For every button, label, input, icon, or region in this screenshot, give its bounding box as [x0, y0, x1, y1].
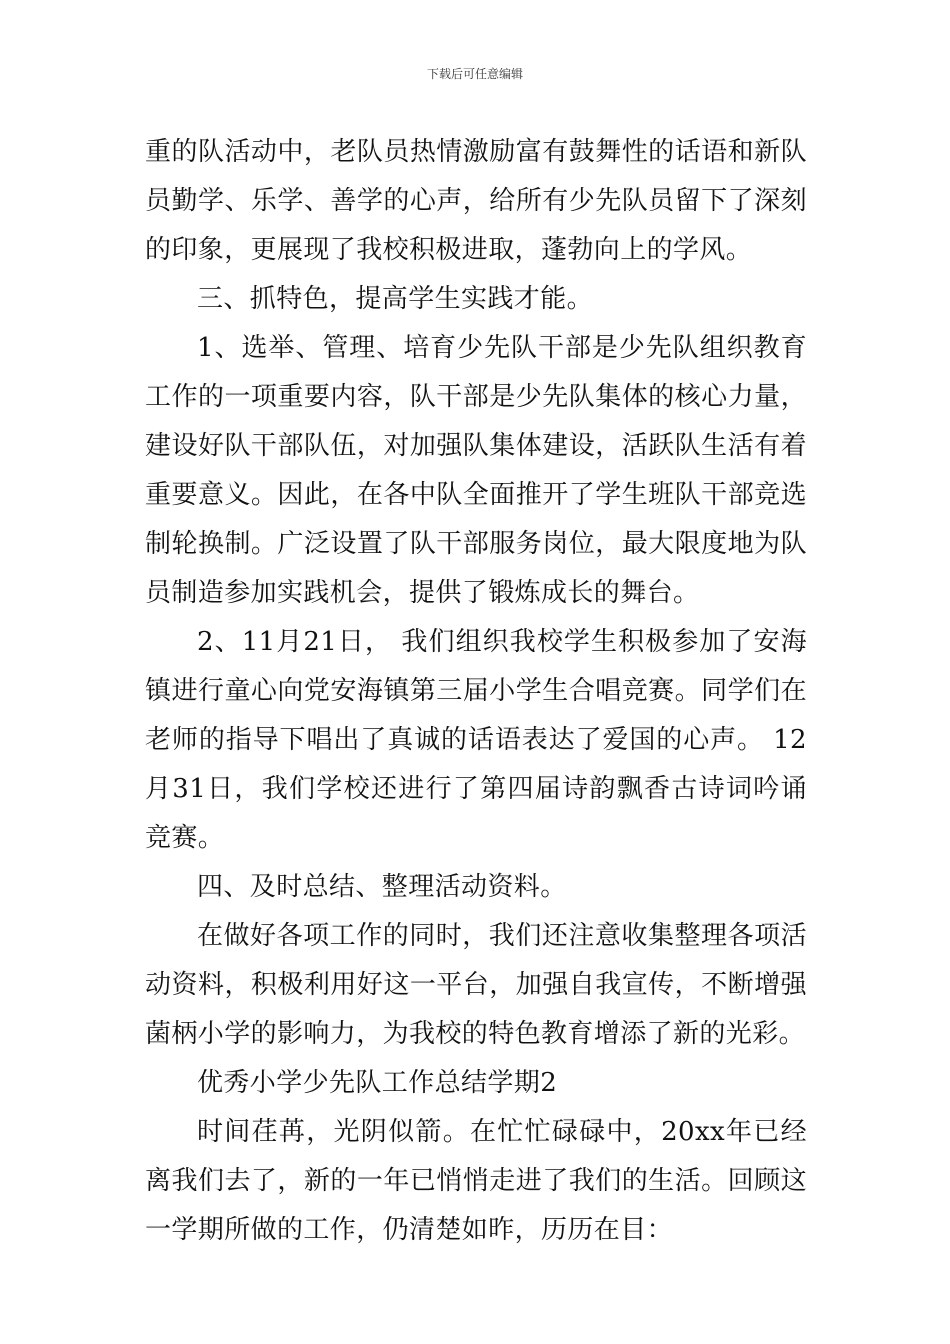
paragraph-item-2: 2、11月21日， 我们组织我校学生积极参加了安海镇进行童心向党安海镇第三届小学生合唱竞赛。同学们在老师的指导下唱出了真诚的话语表达了爱国的心声。 12月31日，我们学校还进行了第四届诗韵飘香古诗词吟诵竞赛。 [145, 627, 807, 853]
page-header-note: 下载后可任意编辑 [426, 67, 523, 81]
document-title-2: 优秀小学少先队工作总结学期2 [197, 1068, 558, 1098]
section-heading-three: 三、抓特色，提高学生实践才能。 [197, 284, 594, 314]
paragraph-item-1: 1、选举、管理、培育少先队干部是少先队组织教育工作的一项重要内容，队干部是少先队集体的核心力量，建设好队干部队伍，对加强队集体建设，活跃队生活有着重要意义。因此，在各中队全面推开了学生班队干部竞选制轮换制。广泛设置了队干部服务岗位，最大限度地为队员制造参加实践机会，提供了锻炼成长的舞台。 [145, 333, 807, 608]
document-body [145, 128, 807, 1255]
section-heading-four: 四、及时总结、整理活动资料。 [197, 872, 567, 902]
paragraph-intro: 时间荏苒，光阴似箭。在忙忙碌碌中，20xx年已经离我们去了，新的一年已悄悄走进了我们的生活。回顾这一学期所做的工作，仍清楚如昨，历历在目： [145, 1117, 807, 1245]
paragraph-continuation: 重的队活动中，老队员热情激励富有鼓舞性的话语和新队员勤学、乐学、善学的心声，给所有少先队员留下了深刻的印象，更展现了我校积极进取，蓬勃向上的学风。 [145, 137, 807, 265]
paragraph-summary: 在做好各项工作的同时，我们还注意收集整理各项活动资料，积极利用好这一平台，加强自我宣传，不断增强菌柄小学的影响力，为我校的特色教育增添了新的光彩。 [145, 921, 807, 1049]
